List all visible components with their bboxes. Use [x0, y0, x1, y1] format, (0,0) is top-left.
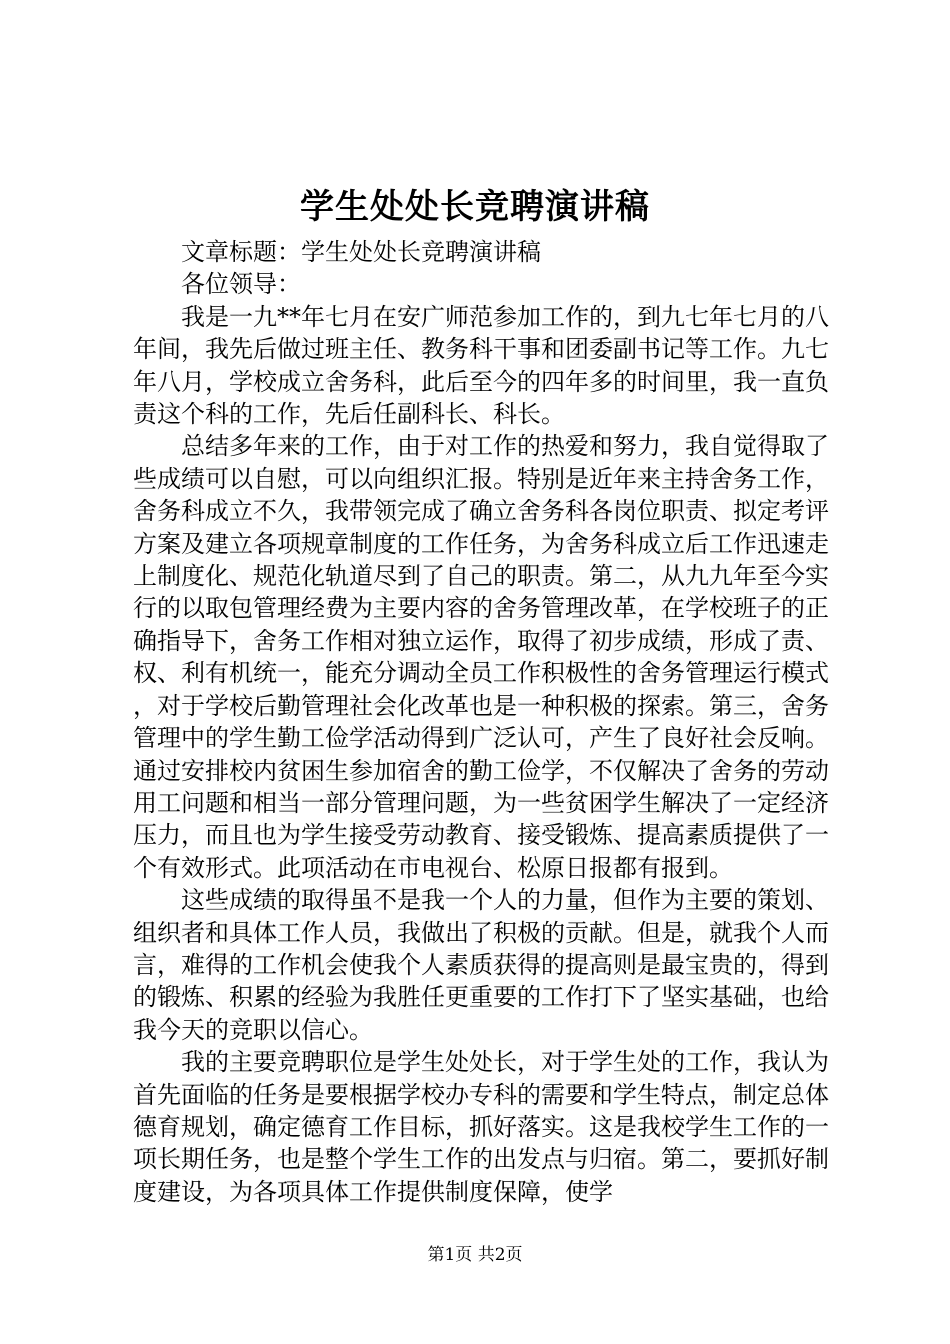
paragraph-work-history: 我是一九**年七月在安广师范参加工作的，到九七年七月的八年间，我先后做过班主任、教务科干事和团委副书记等工作。九七年八月，学校成立舍务科，此后至今的四年多的时间里，我一直负责这个科的工作，先后任副科长、科长。 [133, 302, 829, 429]
paragraph-position-plan: 我的主要竞聘职位是学生处处长，对于学生处的工作，我认为首先面临的任务是要根据学校办专科的需要和学生特点，制定总体德育规划，确定德育工作目标，抓好落实。这是我校学生工作的一项长期任务，也是整个学生工作的出发点与归宿。第二，要抓好制度建设，为各项具体工作提供制度保障，使学 [133, 1048, 829, 1206]
paragraph-achievements: 总结多年来的工作，由于对工作的热爱和努力，我自觉得取了些成绩可以自慰，可以向组织汇报。特别是近年来主持舍务工作，舍务科成立不久，我带领完成了确立舍务科各岗位职责、拟定考评方案及建立各项规章制度的工作任务，为舍务科成立后工作迅速走上制度化、规范化轨道尽到了自己的职责。第二，从九九年至今实行的以取包管理经费为主要内容的舍务管理改革，在学校班子的正确指导下，舍务工作相对独立运作，取得了初步成绩，形成了责、权、利有机统一，能充分调动全员工作积极性的舍务管理运行模式，对于学校后勤管理社会化改革也是一种积极的探索。第三，舍务管理中的学生勤工俭学活动得到广泛认可，产生了良好社会反响。通过安排校内贫困生参加宿舍的勤工俭学，不仅解决了舍务的劳动用工问题和相当一部分管理问题，为一些贫困学生解决了一定经济压力，而且也为学生接受劳动教育、接受锻炼、提高素质提供了一个有效形式。此项活动在市电视台、松原日报都有报到。 [133, 432, 829, 882]
document-title: 学生处处长竞聘演讲稿 [300, 187, 650, 227]
document-body [133, 236, 829, 1208]
paragraph-contribution: 这些成绩的取得虽不是我一个人的力量，但作为主要的策划、组织者和具体工作人员，我做出了积极的贡献。但是，就我个人而言，难得的工作机会使我个人素质获得的提高则是最宝贵的，得到的锻炼、积累的经验为我胜任更重要的工作打下了坚实基础，也给我今天的竞职以信心。 [133, 886, 829, 1044]
page-footer: 第1页 共2页 [427, 1245, 523, 1265]
paragraph-article-title: 文章标题：学生处处长竞聘演讲稿 [181, 238, 541, 266]
paragraph-salutation: 各位领导： [181, 270, 301, 299]
